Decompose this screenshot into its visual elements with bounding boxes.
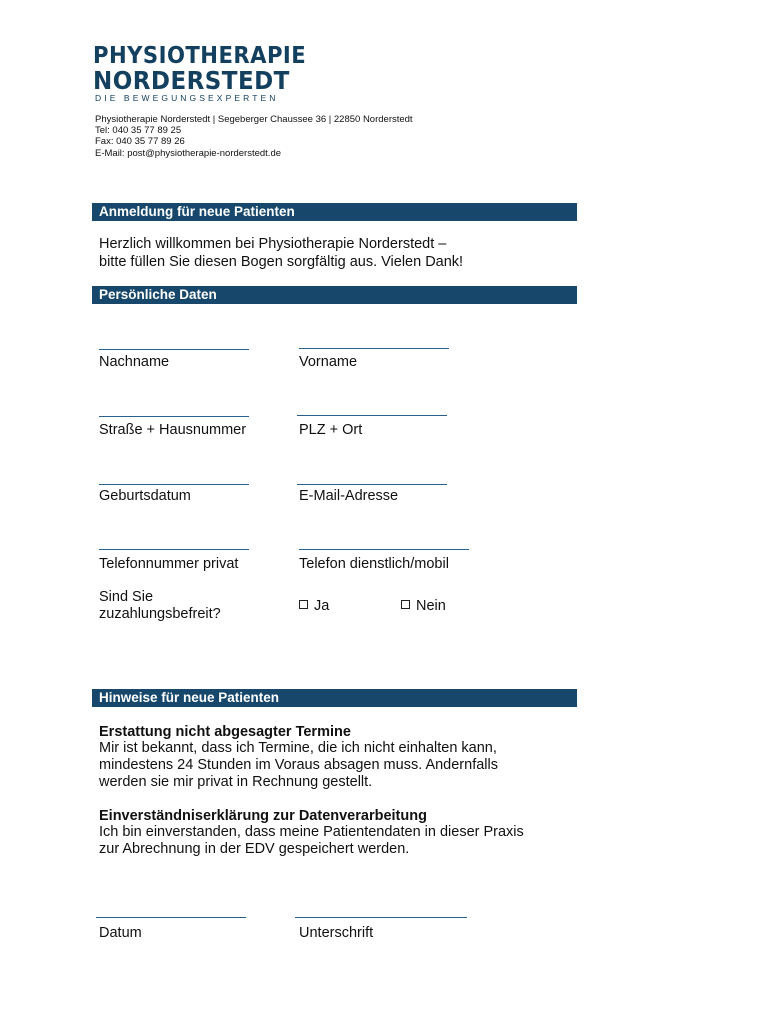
firstname-field[interactable] xyxy=(299,348,449,349)
phone-work-label: Telefon dienstlich/mobil xyxy=(299,556,449,572)
logo-tagline: DIE BEWEGUNGSEXPERTEN xyxy=(95,93,279,103)
lastname-field[interactable] xyxy=(99,349,249,350)
birthdate-label: Geburtsdatum xyxy=(99,488,191,504)
exempt-yes-option[interactable] xyxy=(299,598,329,615)
street-field[interactable] xyxy=(99,416,249,417)
section-header-registration: Anmeldung für neue Patienten xyxy=(92,203,577,221)
welcome-line1: Herzlich willkommen bei Physiotherapie Norderstedt – xyxy=(99,236,447,252)
exempt-question-line2: zuzahlungsbefreit? xyxy=(99,606,221,622)
signature-field[interactable] xyxy=(295,917,467,918)
contact-address: Physiotherapie Norderstedt | Segeberger Chaussee 36 | 22850 Norderstedt xyxy=(95,114,413,125)
zip-city-field[interactable] xyxy=(297,415,447,416)
firstname-label: Vorname xyxy=(299,354,358,370)
consent-text-line2: zur Abrechnung in der EDV gespeichert werden. xyxy=(99,841,410,857)
signature-label: Unterschrift xyxy=(299,925,374,941)
phone-private-field[interactable] xyxy=(99,549,249,550)
lastname-label: Nachname xyxy=(99,354,170,370)
zip-city-label: PLZ + Ort xyxy=(299,422,363,438)
street-label: Straße + Hausnummer xyxy=(99,422,247,438)
section-header-notes: Hinweise für neue Patienten xyxy=(92,689,577,707)
email-label: E-Mail-Adresse xyxy=(299,488,399,504)
consent-title: Einverständniserklärung zur Datenverarbeitung xyxy=(99,808,427,824)
welcome-line2: bitte füllen Sie diesen Bogen sorgfältig aus. Vielen Dank! xyxy=(99,254,464,270)
checkbox-no-icon[interactable] xyxy=(401,600,410,609)
section-header-personal: Persönliche Daten xyxy=(92,286,577,304)
contact-email: E-Mail: post@physiotherapie-norderstedt.de xyxy=(95,148,282,159)
refund-text-line1: Mir ist bekannt, dass ich Termine, die ich nicht einhalten kann, xyxy=(99,740,497,756)
birthdate-field[interactable] xyxy=(99,484,249,485)
contact-tel: Tel: 040 35 77 89 25 xyxy=(95,125,182,136)
refund-title: Erstattung nicht abgesagter Termine xyxy=(99,724,351,740)
phone-private-label: Telefonnummer privat xyxy=(99,556,239,572)
phone-work-field[interactable] xyxy=(299,549,469,550)
date-label: Datum xyxy=(99,925,142,941)
refund-text-line2: mindestens 24 Stunden im Voraus absagen muss. Andernfalls xyxy=(99,757,498,773)
checkbox-yes-icon[interactable] xyxy=(299,600,308,609)
exempt-no-label: Nein xyxy=(416,598,446,614)
email-field[interactable] xyxy=(297,484,447,485)
logo-title-line1: PHYSIOTHERAPIE xyxy=(93,43,307,69)
exempt-no-option[interactable] xyxy=(401,598,446,615)
contact-fax: Fax: 040 35 77 89 26 xyxy=(95,136,185,147)
exempt-yes-label: Ja xyxy=(314,598,330,614)
date-field[interactable] xyxy=(96,917,246,918)
exempt-question-line1: Sind Sie xyxy=(99,589,154,605)
consent-text-line1: Ich bin einverstanden, dass meine Patientendaten in dieser Praxis xyxy=(99,824,524,840)
refund-text-line3: werden sie mir privat in Rechnung gestellt. xyxy=(99,774,373,790)
logo-title-line2: NORDERSTEDT xyxy=(93,66,290,95)
